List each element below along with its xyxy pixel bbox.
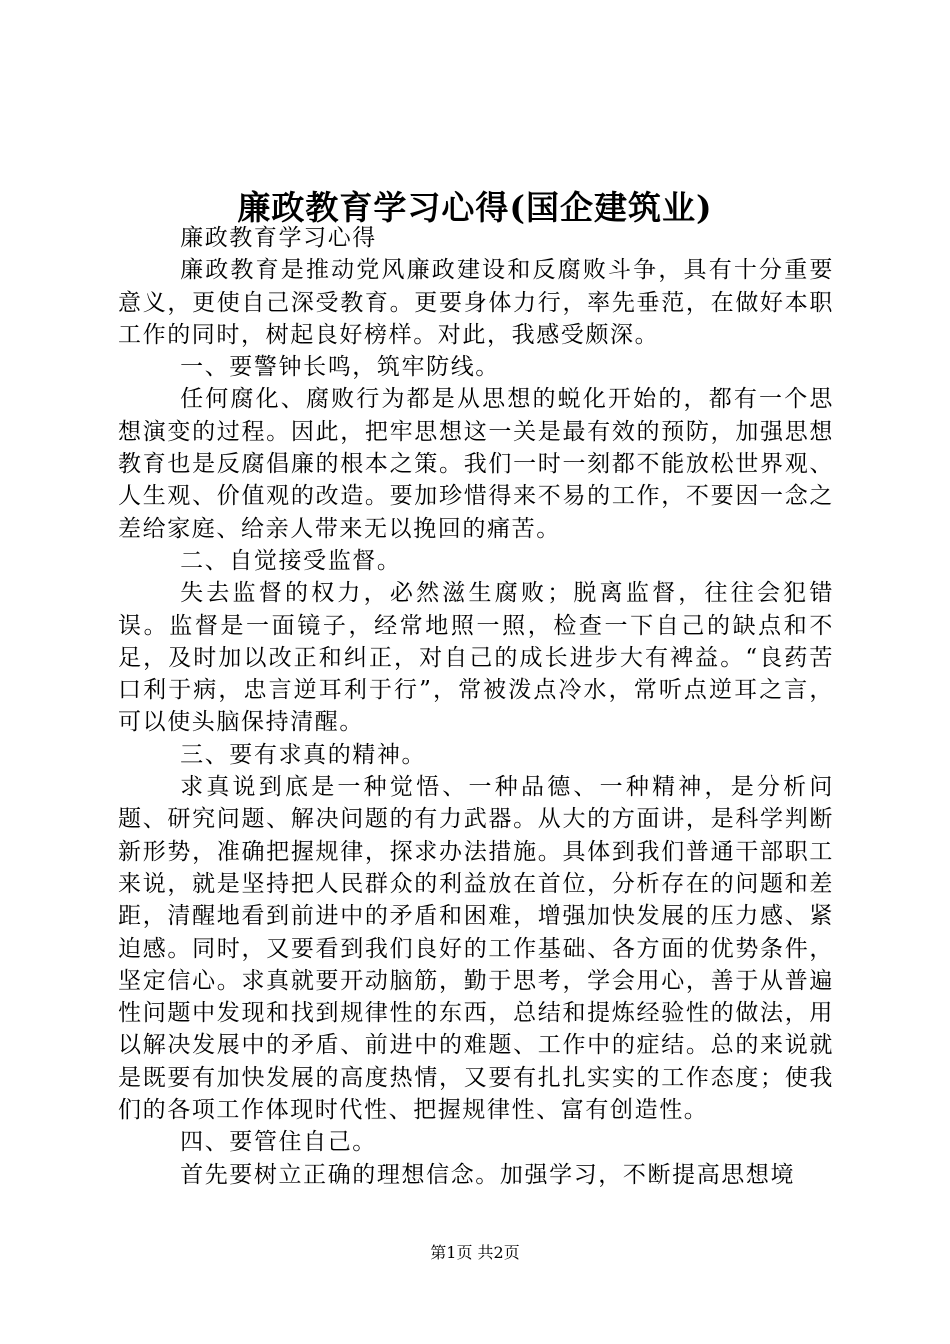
paragraph-heading: 廉政教育学习心得 xyxy=(180,225,377,251)
section-heading-2: 二、自觉接受监督。 xyxy=(180,547,402,574)
paragraph: 任何腐化、腐败行为都是从思想的蜕化开始的，都有一个思想演变的过程。因此，把牢思想这一关是最有效的预防，加强思想教育也是反腐倡廉的根本之策。我们一时一刻都不能放松世界观、人生观、价值观的改造。要加珍惜得来不易的工作，不要因一念之差给家庭、给亲人带来无以挽回的痛苦。 xyxy=(118,386,834,542)
paragraph: 廉政教育是推动党风廉政建设和反腐败斗争，具有十分重要意义，更使自己深受教育。更要身体力行，率先垂范，在做好本职工作的同时，树起良好榜样。对此，我感受颇深。 xyxy=(118,257,834,348)
page-footer: 第1页 共2页 xyxy=(430,1243,520,1262)
section-heading-1: 一、要警钟长鸣，筑牢防线。 xyxy=(180,354,500,381)
section-heading-4: 四、要管住自己。 xyxy=(180,1129,377,1156)
document-body xyxy=(118,222,834,1191)
document-title: 廉政教育学习心得(国企建筑业) xyxy=(237,188,713,227)
paragraph: 首先要树立正确的理想信念。加强学习，不断提高思想境 xyxy=(180,1161,796,1188)
paragraph: 求真说到底是一种觉悟、一种品德、一种精神，是分析问题、研究问题、解决问题的有力武器。从大的方面讲，是科学判断新形势，准确把握规律，探求办法措施。具体到我们普通干部职工来说，就是坚持把人民群众的利益放在首位，分析存在的问题和差距，清醒地看到前进中的矛盾和困难，增强加快发展的压力感、紧迫感。同时，又要看到我们良好的工作基础、各方面的优势条件，坚定信心。求真就要开动脑筋，勤于思考，学会用心，善于从普遍性问题中发现和找到规律性的东西，总结和提炼经验性的做法，用以解决发展中的矛盾、前进中的难题、工作中的症结。总的来说就是既要有加快发展的高度热情，又要有扎扎实实的工作态度；使我们的各项工作体现时代性、把握规律性、富有创造性。 xyxy=(118,774,834,1124)
paragraph: 失去监督的权力，必然滋生腐败；脱离监督，往往会犯错误。监督是一面镜子，经常地照一照，检查一下自己的缺点和不足，及时加以改正和纠正，对自己的成长进步大有裨益。“良药苦口利于病，忠言逆耳利于行”，常被泼点冷水，常听点逆耳之言，可以使头脑保持清醒。 xyxy=(118,580,834,736)
section-heading-3: 三、要有求真的精神。 xyxy=(180,741,427,768)
